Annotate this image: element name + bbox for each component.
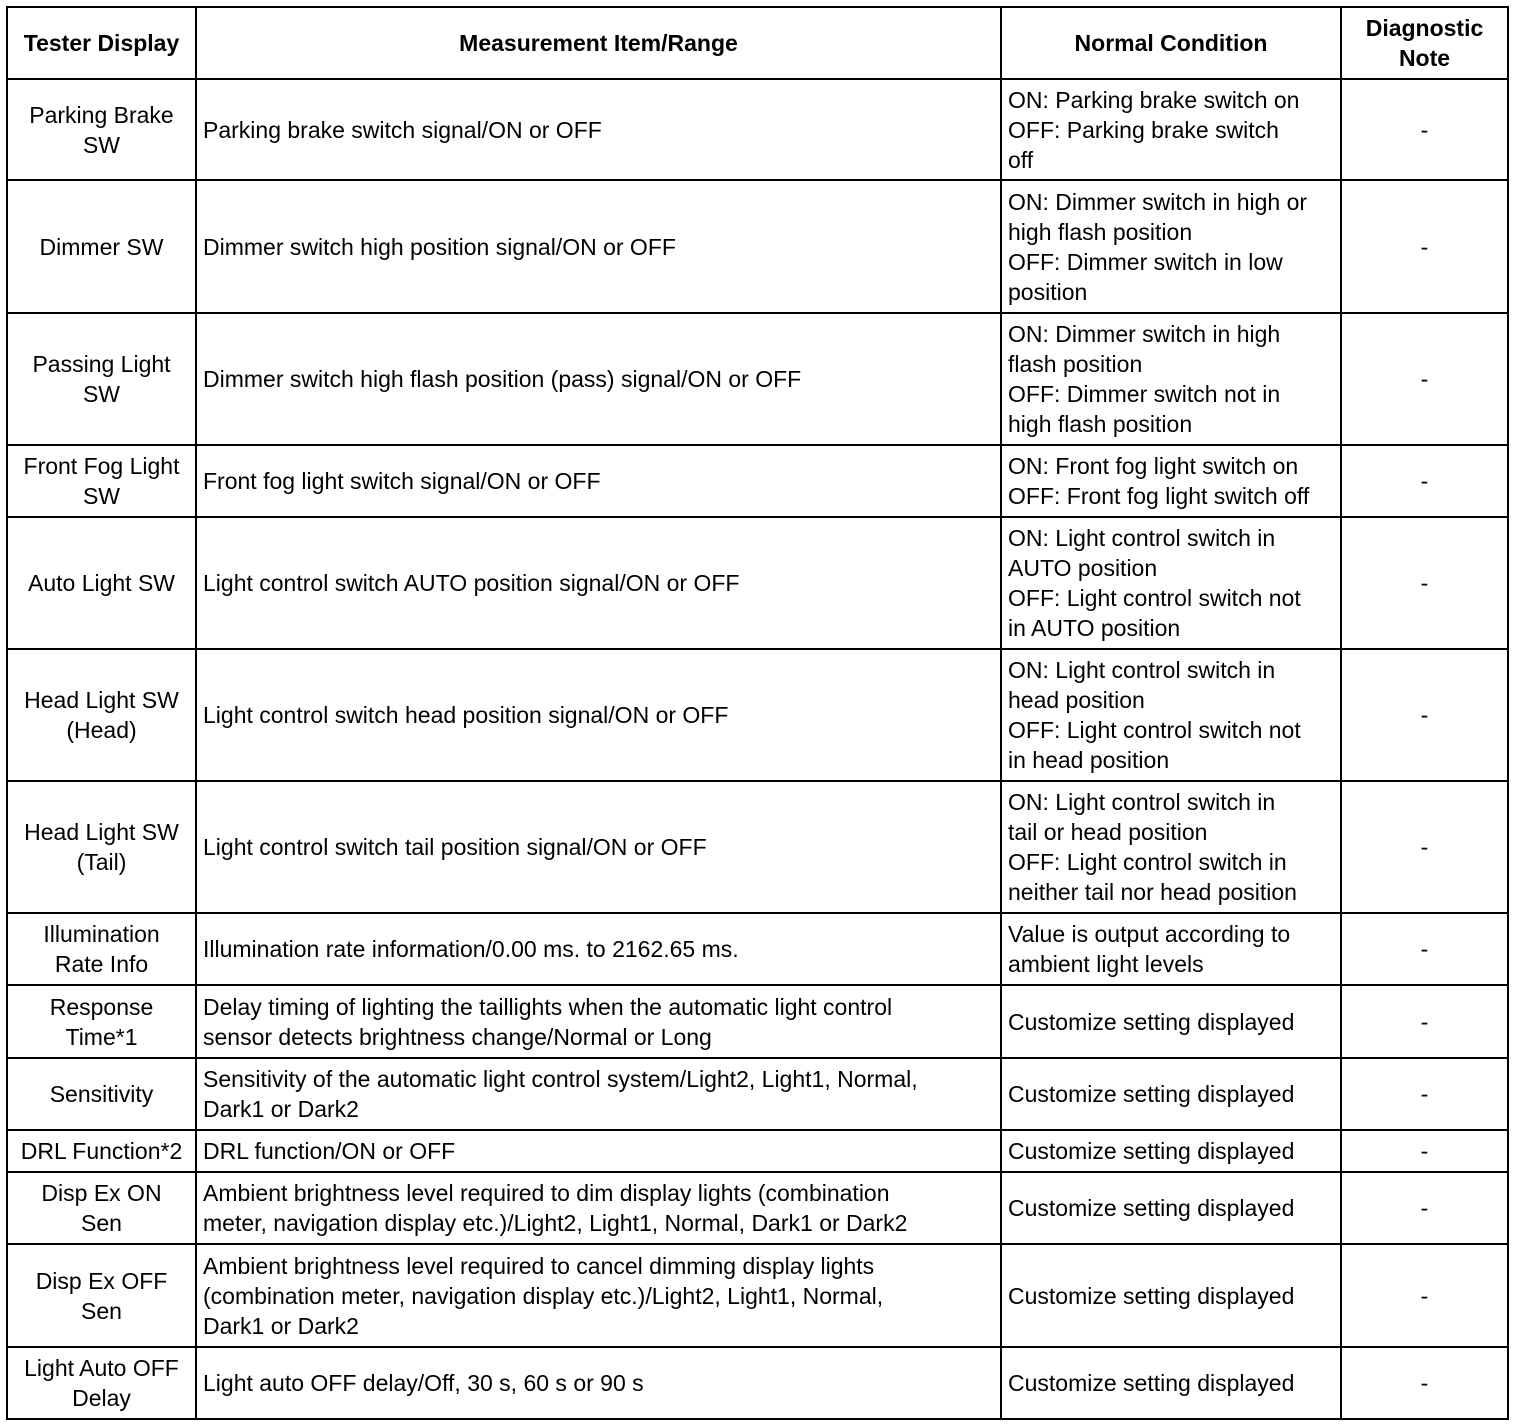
cell-normal-condition	[1001, 1058, 1341, 1130]
cell-diagnostic-note	[1341, 913, 1508, 985]
cell-measurement-item	[196, 781, 1001, 913]
cell-tester-display-text: Disp Ex OFF Sen	[35, 1267, 168, 1324]
cell-tester-display	[7, 180, 196, 313]
cell-diagnostic-note	[1341, 781, 1508, 913]
cell-normal-condition-text: ON: Front fog light switch on OFF: Front fog light switch off	[1008, 453, 1310, 509]
cell-tester-display	[7, 1244, 196, 1347]
cell-normal-condition	[1001, 985, 1341, 1058]
cell-tester-display	[7, 1347, 196, 1419]
cell-tester-display-text: Dimmer SW	[39, 233, 164, 260]
cell-measurement-item-text: Front fog light switch signal/ON or OFF	[203, 468, 601, 494]
cell-normal-condition-text: Value is output according to ambient light levels	[1008, 921, 1291, 977]
cell-diagnostic-note	[1341, 180, 1508, 313]
cell-measurement-item-text: DRL function/ON or OFF	[203, 1138, 456, 1164]
cell-tester-display-text: Front Fog Light SW	[23, 453, 180, 509]
cell-normal-condition	[1001, 913, 1341, 985]
cell-measurement-item-text: Light control switch tail position signal/ON or OFF	[203, 834, 707, 860]
cell-tester-display	[7, 517, 196, 649]
cell-tester-display	[7, 79, 196, 180]
cell-diagnostic-note-text: -	[1420, 1370, 1429, 1396]
cell-tester-display-text: Auto Light SW	[27, 570, 176, 596]
cell-diagnostic-note	[1341, 445, 1508, 517]
cell-normal-condition	[1001, 180, 1341, 313]
cell-measurement-item-text: Dimmer switch high position signal/ON or OFF	[203, 233, 676, 260]
table-row	[7, 781, 1508, 913]
cell-normal-condition	[1001, 1172, 1341, 1244]
cell-normal-condition	[1001, 79, 1341, 180]
cell-measurement-item	[196, 1347, 1001, 1419]
cell-tester-display-text: Sensitivity	[49, 1081, 154, 1107]
table-row	[7, 913, 1508, 985]
cell-diagnostic-note-text: -	[1420, 116, 1429, 143]
cell-diagnostic-note	[1341, 79, 1508, 180]
table-row	[7, 1172, 1508, 1244]
cell-normal-condition-text: Customize setting displayed	[1008, 1195, 1295, 1221]
table-row	[7, 1058, 1508, 1130]
cell-measurement-item-text: Ambient brightness level required to dim display lights (combination meter, navigation display etc.)/Light2, Light1, Normal, Dark1 or Dark2	[203, 1180, 908, 1236]
cell-measurement-item-text: Dimmer switch high flash position (pass) signal/ON or OFF	[203, 366, 802, 392]
cell-tester-display-text: Head Light SW (Tail)	[24, 819, 179, 875]
cell-normal-condition-text: ON: Dimmer switch in high or high flash position OFF: Dimmer switch in low position	[1008, 188, 1308, 305]
cell-diagnostic-note-text: -	[1420, 1138, 1429, 1164]
cell-measurement-item	[196, 1058, 1001, 1130]
header-row	[7, 7, 1508, 79]
cell-measurement-item-text: Light auto OFF delay/Off, 30 s, 60 s or 90 s	[203, 1370, 644, 1396]
cell-diagnostic-note	[1341, 1172, 1508, 1244]
cell-normal-condition	[1001, 313, 1341, 445]
cell-measurement-item-text: Delay timing of lighting the taillights when the automatic light control sensor detects brightness change/Normal or Long	[203, 993, 893, 1050]
table-row	[7, 985, 1508, 1058]
cell-measurement-item	[196, 985, 1001, 1058]
cell-normal-condition-text: Customize setting displayed	[1008, 1370, 1295, 1396]
cell-diagnostic-note	[1341, 985, 1508, 1058]
cell-normal-condition	[1001, 1244, 1341, 1347]
cell-normal-condition-text: ON: Light control switch in tail or head position OFF: Light control switch in neither tail nor head position	[1008, 789, 1297, 905]
cell-measurement-item	[196, 1172, 1001, 1244]
cell-normal-condition-text: Customize setting displayed	[1008, 1282, 1295, 1309]
cell-measurement-item	[196, 913, 1001, 985]
table-row	[7, 649, 1508, 781]
cell-measurement-item	[196, 180, 1001, 313]
cell-tester-display-text: Parking Brake SW	[29, 101, 174, 158]
cell-tester-display	[7, 445, 196, 517]
cell-diagnostic-note	[1341, 1058, 1508, 1130]
cell-tester-display-text: Light Auto OFF Delay	[24, 1355, 179, 1411]
cell-diagnostic-note	[1341, 649, 1508, 781]
cell-normal-condition	[1001, 781, 1341, 913]
header-tester-display: Tester Display	[7, 7, 196, 79]
table-row	[7, 313, 1508, 445]
cell-measurement-item	[196, 1130, 1001, 1172]
cell-diagnostic-note-text: -	[1420, 834, 1429, 860]
cell-diagnostic-note-text: -	[1420, 468, 1429, 494]
data-list-table	[6, 6, 1509, 1420]
cell-tester-display	[7, 649, 196, 781]
cell-normal-condition	[1001, 649, 1341, 781]
cell-measurement-item-text: Parking brake switch signal/ON or OFF	[203, 116, 602, 143]
cell-tester-display-text: Response Time*1	[49, 993, 154, 1050]
cell-diagnostic-note	[1341, 1130, 1508, 1172]
cell-normal-condition	[1001, 1130, 1341, 1172]
cell-diagnostic-note	[1341, 1347, 1508, 1419]
cell-tester-display	[7, 313, 196, 445]
cell-diagnostic-note-text: -	[1420, 233, 1429, 260]
cell-diagnostic-note-text: -	[1420, 1282, 1429, 1309]
cell-normal-condition	[1001, 517, 1341, 649]
cell-measurement-item	[196, 517, 1001, 649]
table-row	[7, 445, 1508, 517]
cell-normal-condition	[1001, 1347, 1341, 1419]
cell-tester-display-text: Illumination Rate Info	[43, 921, 160, 977]
cell-measurement-item-text: Light control switch AUTO position signal/ON or OFF	[203, 570, 740, 596]
cell-diagnostic-note	[1341, 1244, 1508, 1347]
cell-normal-condition-text: Customize setting displayed	[1008, 1138, 1295, 1164]
cell-measurement-item	[196, 1244, 1001, 1347]
cell-diagnostic-note-text: -	[1420, 570, 1429, 596]
cell-normal-condition-text: ON: Dimmer switch in high flash position OFF: Dimmer switch not in high flash position	[1008, 321, 1281, 437]
cell-diagnostic-note	[1341, 313, 1508, 445]
cell-tester-display	[7, 1172, 196, 1244]
cell-diagnostic-note-text: -	[1420, 366, 1429, 392]
header-normal-condition: Normal Condition	[1001, 7, 1341, 79]
cell-diagnostic-note-text: -	[1420, 1081, 1429, 1107]
cell-normal-condition-text: ON: Light control switch in AUTO position OFF: Light control switch not in AUTO position	[1008, 525, 1301, 641]
header-diagnostic-note: Diagnostic Note	[1341, 7, 1508, 79]
table-row	[7, 517, 1508, 649]
cell-tester-display	[7, 913, 196, 985]
cell-tester-display	[7, 985, 196, 1058]
cell-measurement-item	[196, 313, 1001, 445]
header-measurement-item: Measurement Item/Range	[196, 7, 1001, 79]
cell-diagnostic-note	[1341, 517, 1508, 649]
cell-tester-display	[7, 781, 196, 913]
cell-diagnostic-note-text: -	[1420, 702, 1429, 728]
cell-diagnostic-note-text: -	[1420, 1008, 1429, 1035]
cell-normal-condition-text: ON: Parking brake switch on OFF: Parking brake switch off	[1008, 86, 1300, 173]
cell-measurement-item	[196, 79, 1001, 180]
cell-tester-display-text: DRL Function*2	[20, 1138, 183, 1164]
table-row	[7, 1244, 1508, 1347]
cell-tester-display	[7, 1130, 196, 1172]
table-row	[7, 79, 1508, 180]
cell-measurement-item	[196, 649, 1001, 781]
cell-measurement-item-text: Light control switch head position signal/ON or OFF	[203, 702, 729, 728]
cell-measurement-item-text: Illumination rate information/0.00 ms. to 2162.65 ms.	[203, 936, 739, 962]
cell-diagnostic-note-text: -	[1420, 1195, 1429, 1221]
cell-measurement-item	[196, 445, 1001, 517]
table-row	[7, 180, 1508, 313]
cell-normal-condition-text: Customize setting displayed	[1008, 1081, 1295, 1107]
cell-tester-display-text: Passing Light SW	[32, 351, 171, 407]
cell-tester-display-text: Disp Ex ON Sen	[41, 1180, 162, 1236]
table-row	[7, 1347, 1508, 1419]
cell-normal-condition-text: ON: Light control switch in head position OFF: Light control switch not in head position	[1008, 657, 1301, 773]
table-row	[7, 1130, 1508, 1172]
cell-measurement-item-text: Ambient brightness level required to cancel dimming display lights (combination meter, navigation display etc.)/Light2, Light1, Normal, Dark1 or Dark2	[203, 1252, 884, 1339]
cell-diagnostic-note-text: -	[1420, 936, 1429, 962]
cell-tester-display-text: Head Light SW (Head)	[24, 687, 179, 743]
cell-normal-condition	[1001, 445, 1341, 517]
cell-normal-condition-text: Customize setting displayed	[1008, 1008, 1295, 1035]
cell-tester-display	[7, 1058, 196, 1130]
cell-measurement-item-text: Sensitivity of the automatic light control system/Light2, Light1, Normal, Dark1 or Dark2	[203, 1066, 918, 1122]
